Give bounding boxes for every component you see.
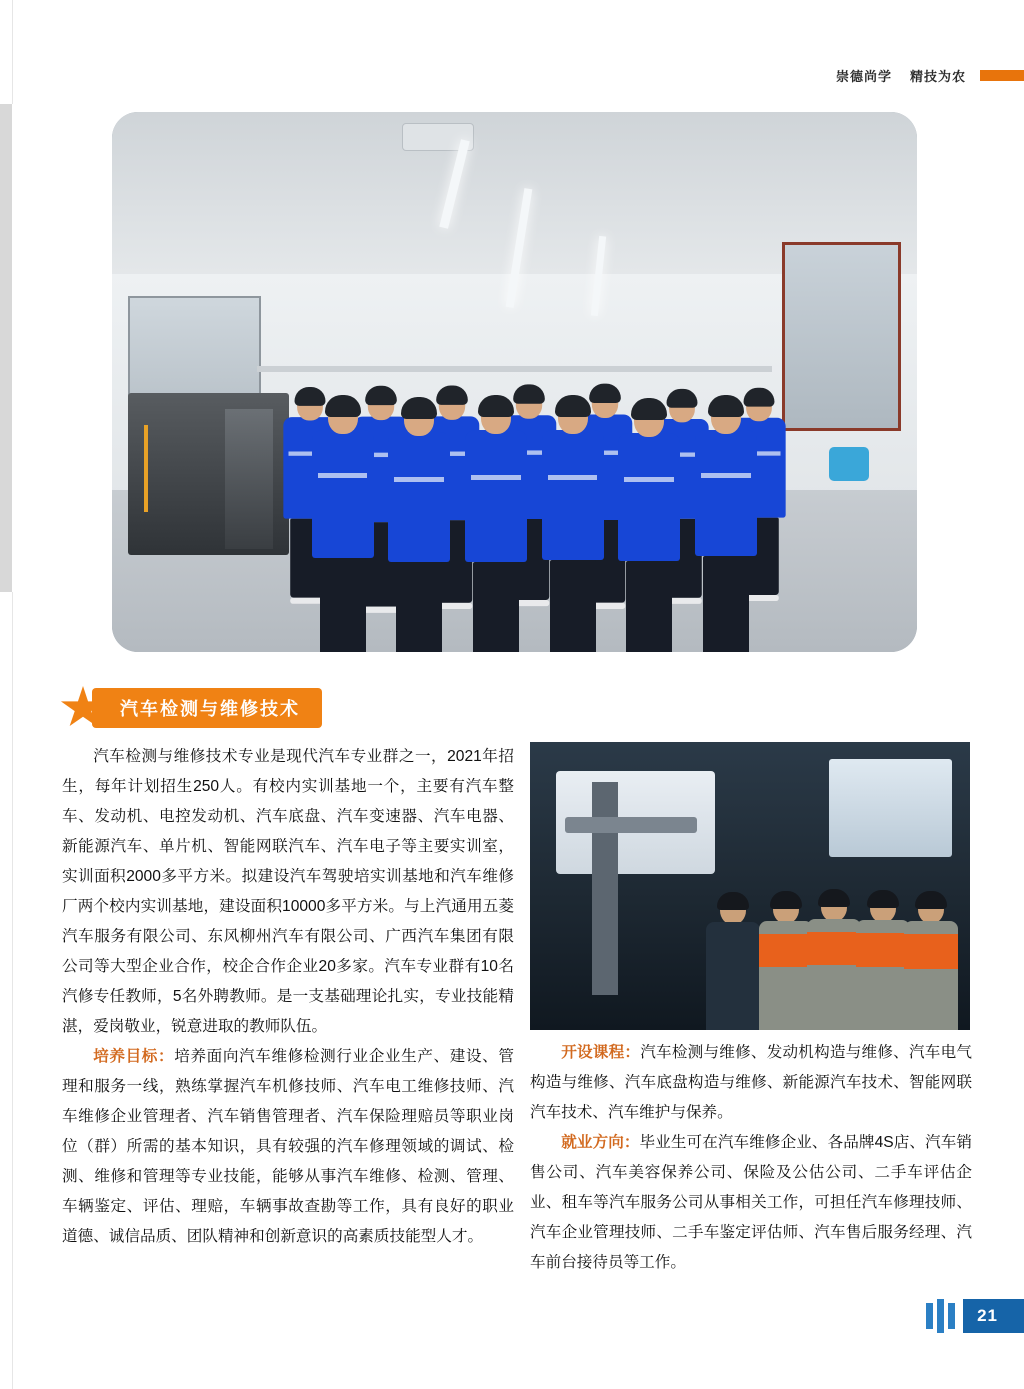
person-head xyxy=(711,400,741,434)
person-legs xyxy=(626,561,672,652)
person-workwear xyxy=(759,921,813,1030)
page-trim-middle xyxy=(0,104,12,592)
person-front-1 xyxy=(312,400,374,652)
instructor-figure xyxy=(706,896,760,1030)
person-head xyxy=(328,400,358,434)
display-board-right xyxy=(829,759,952,857)
student-figure-4 xyxy=(904,895,958,1030)
person-hair xyxy=(770,891,802,909)
window-left xyxy=(128,296,261,408)
person-uniform xyxy=(388,432,450,562)
person-uniform xyxy=(695,430,757,556)
person-head xyxy=(870,894,896,923)
footer-accent-bars xyxy=(926,1299,963,1333)
person-legs xyxy=(396,562,442,652)
person-front-4 xyxy=(542,400,604,652)
header-motto-left: 崇德尚学 xyxy=(835,68,892,84)
person-hair xyxy=(818,889,850,907)
header-accent-bar xyxy=(980,70,1024,81)
section-title-label: 汽车检测与维修技术 xyxy=(92,688,322,728)
person-head xyxy=(404,402,434,436)
student-figure-2 xyxy=(807,893,861,1030)
employment-label: 就业方向： xyxy=(561,1134,640,1151)
student-figure-1 xyxy=(759,895,813,1030)
person-front-6 xyxy=(695,400,757,652)
equipment-arm xyxy=(565,817,697,833)
courses-paragraph xyxy=(530,1038,972,1128)
page-trim-top xyxy=(0,0,13,104)
employment-paragraph xyxy=(530,1128,972,1278)
person-jacket xyxy=(706,922,760,1030)
photo-students-training xyxy=(530,742,970,1030)
person-hair xyxy=(915,891,947,909)
workbench-accent xyxy=(144,425,148,511)
training-goal-text: 培养面向汽车维修检测行业企业生产、建设、管理和服务一线，熟练掌握汽车机修技师、汽车电工维修技师、汽车维修企业管理者、汽车销售管理者、汽车保险理赔员等职业岗位（群）所需的基本知识，具有较强的汽车修理领域的调试、检测、维修和管理等专业技能，能够从事汽车维修、检测、管理、车辆鉴定、评估、理赔，车辆事故查勘等工作，具有良好的职业道德、诚信品质、团队精神和创新意识的高素质技能型人才。 xyxy=(62,1048,514,1245)
person-front-2 xyxy=(388,402,450,652)
training-goal-paragraph xyxy=(62,1042,514,1252)
person-hair xyxy=(867,890,899,908)
blue-stool xyxy=(829,447,869,481)
staff-group xyxy=(257,306,804,641)
person-workwear xyxy=(856,920,910,1030)
courses-label: 开设课程： xyxy=(561,1044,641,1061)
person-head xyxy=(821,893,847,922)
equipment-column xyxy=(592,782,618,995)
person-legs xyxy=(473,562,519,652)
person-front-3-leader xyxy=(465,400,527,652)
person-uniform xyxy=(618,433,680,561)
section-title xyxy=(60,690,322,726)
courses-text: 汽车检测与维修、发动机构造与维修、汽车电气构造与维修、汽车底盘构造与维修、新能源汽车技术、智能网联汽车技术、汽车维护与保养。 xyxy=(530,1044,972,1121)
person-uniform xyxy=(465,430,527,562)
footer-bar-3 xyxy=(948,1303,955,1329)
person-legs xyxy=(703,556,749,652)
person-uniform xyxy=(542,430,604,560)
person-head xyxy=(918,895,944,924)
person-head xyxy=(558,400,588,434)
person-uniform xyxy=(312,430,374,558)
person-front-5 xyxy=(618,403,680,652)
person-hair xyxy=(708,395,744,417)
page-header xyxy=(764,64,1024,86)
page-trim-bottom xyxy=(0,592,13,1389)
training-goal-label: 培养目标： xyxy=(93,1048,175,1065)
header-motto-right: 精技为农 xyxy=(909,68,966,84)
person-hair xyxy=(401,397,437,419)
person-workwear xyxy=(904,921,958,1030)
person-head xyxy=(634,403,664,437)
right-text-column xyxy=(530,1038,972,1278)
page-number: 21 xyxy=(963,1299,1024,1333)
person-head xyxy=(773,895,799,924)
employment-text: 毕业生可在汽车维修企业、各品牌4S店、汽车销售公司、汽车美容保养公司、保险及公估公司、二手车评估企业、租车等汽车服务公司从事相关工作，可担任汽车修理技师、汽车企业管理技师、二手车鉴定评估师、汽车售后服务经理、汽车前台接待员等工作。 xyxy=(530,1134,972,1271)
person-head xyxy=(481,400,511,434)
person-legs xyxy=(550,560,596,652)
left-text-column xyxy=(62,742,514,1252)
student-figure-3 xyxy=(856,894,910,1030)
footer-bar-1 xyxy=(926,1303,933,1329)
page-footer xyxy=(926,1299,1024,1333)
footer-bar-2 xyxy=(937,1299,944,1333)
person-legs xyxy=(320,558,366,652)
person-head xyxy=(720,896,746,925)
intro-paragraph: 汽车检测与维修技术专业是现代汽车专业群之一，2021年招生，每年计划招生250人。有校内实训基地一个，主要有汽车整车、发动机、电控发动机、汽车底盘、汽车变速器、汽车电器、新能源汽车、单片机、智能网联汽车、汽车电子等主要实训室，实训面积2000多平方米。拟建设汽车驾驶培实训基地和汽车维修厂两个校内实训基地，建设面积10000多平方米。与上汽通用五菱汽车服务有限公司、东风柳州汽车有限公司、广西汽车集团有限公司等大型企业合作，校企合作企业20多家。汽车专业群有10名汽修专任教师，5名外聘教师。是一支基础理论扎实，专业技能精湛，爱岗敬业，锐意进取的教师队伍。 xyxy=(62,748,514,1035)
person-hair xyxy=(555,395,591,417)
person-workwear xyxy=(807,919,861,1030)
hero-photo-teaching-team xyxy=(112,112,917,652)
